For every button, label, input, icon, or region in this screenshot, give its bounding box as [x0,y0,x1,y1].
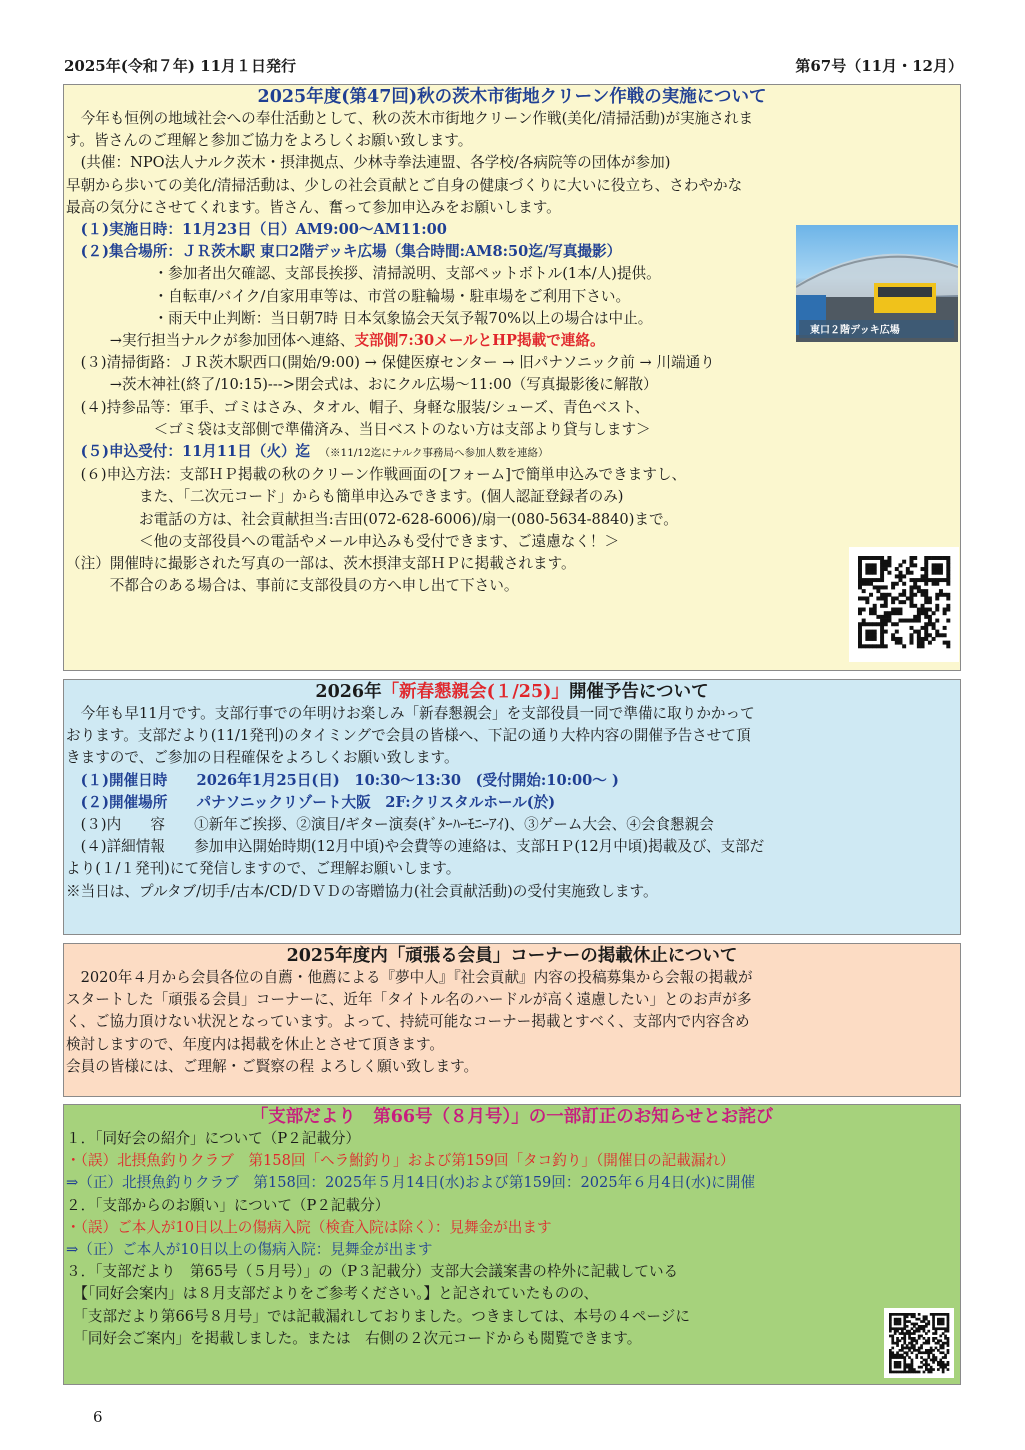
section-title: 2025年度(第47回)秋の茨木市街地クリーン作戦の実施について [257,87,767,107]
correction-text: 「支部だより第66号８月号」では記載漏れしておりました。つきましては、本号の４ページに [66,1307,690,1325]
cleaning-route-2: →茨木神社(終了/10:15)--->閉会式は、おにクル広場～11:00（写真撮影後に解散） [66,376,658,394]
correction: ⇒（正）北摂魚釣りクラブ 第158回：2025年５月14日(水)および第159回：2025年６月4日(水)に開催 [66,1174,756,1192]
event-datetime: (１)開催日時 2026年1月25日(日) 10:30～13:30 (受付開始:10:00～ ) [66,771,619,789]
arrow-text: →実行担当ナルクが参加団体へ連絡、 [66,332,355,350]
application-method-2: また、「二次元コード」からも簡単申込みできます。(個人認証登録者のみ) [66,488,624,506]
paragraph: す。皆さんのご理解と参加ご協力をよろしくお願い致します。 [66,132,473,150]
donation-note: ※当日は、プルタブ/切手/古本/CD/ＤＶＤの寄贈協力(社会貢献活動)の受付実施致します。 [66,882,658,900]
section-new-year-party [63,679,961,935]
title-event: 「新春懇親会(１/25)」 [381,682,569,702]
event-content: (３)内 容 ①新年ご挨拶、②演目/ギター演奏(ｷﾞﾀｰﾊｰﾓﾆｰｱｲ)、③ゲーム大会、④会食懇親会 [66,816,714,834]
paragraph: スタートした「頑張る会員」コーナーに、近年「タイトル名のハードルが高く遠慮したい」とのお声が多 [66,991,752,1009]
section-title [64,681,960,703]
erratum: ・（誤）北摂魚釣りクラブ 第158回「ヘラ鮒釣り」および第159回「タコ釣り」（開催日の記載漏れ） [66,1152,735,1170]
station-deck-photo [796,225,958,342]
deadline-text: (５)申込受付：11月11日（火）迄 [66,443,311,461]
section-clean-campaign [63,84,961,671]
title-rest: 開催予告について [568,682,709,702]
paragraph: 早朝から歩いての美化/清掃活動は、少しの社会貢献とご自身の健康づくりに大いに役立ち、さわやかな [66,176,743,194]
correction-text: 「同好会ご案内」を掲載しました。または 右側の２次元コードからも閲覧できます。 [66,1329,642,1347]
correction-heading: ２．「支部からのお願い」について（P２記載分） [66,1196,390,1214]
section-title: 「支部だより 第66号（８月号）」の一部訂正のお知らせとお詫び [250,1107,774,1127]
bullet: ・雨天中止判断：当日朝7時 日本気象協会天気予報70%以上の場合は中止。 [66,309,653,327]
paragraph: く、ご協力頂けない状況となっています。よって、持続可能なコーナー掲載とすべく、支部内で内容含め [66,1013,750,1031]
issue-date: 2025年(令和７年) 11月１日発行 [64,57,297,75]
section-title: 2025年度内「頑張る会員」コーナーの掲載休止について [286,946,738,966]
highlight-text: 支部側7:30メールとHP掲載で連絡。 [354,332,605,350]
correction: ⇒（正）ご本人が10日以上の傷病入院：見舞金が出ます [66,1241,433,1259]
station-illustration [796,225,958,342]
correction-heading: ３．「支部だより 第65号（５月号）」の（P３記載分）支部大会議案書の枠外に記載している [66,1263,679,1281]
deadline-note: （※11/12迄にナルク事務局へ参加人数を連絡） [324,447,549,460]
title-year: 2026年 [315,682,382,702]
qr-code-club-guide[interactable] [884,1308,954,1378]
issue-number: 第67号（11月・12月） [795,57,963,75]
qr-code-application[interactable] [849,547,959,662]
section-corner-suspension [63,943,961,1097]
application-other: ＜他の支部役員への電話やメール申込みも受付できます、ご遠慮なく！＞ [66,532,620,550]
application-deadline [64,441,960,464]
event-details: (４)詳細情報 参加申込開始時期(12月中頃)や会費等の連絡は、支部ＨＰ(12月中頃)掲載及び、支部だ [66,838,765,856]
paragraph: きますので、ご参加の日程確保をよろしくお願い致します。 [66,749,459,767]
qr-code-icon [849,547,959,662]
erratum: ・（誤）ご本人が10日以上の傷病入院（検査入院は除く）：見舞金が出ます [66,1218,552,1236]
event-details-2: より(１/１発刊)にて発信しますので、ご理解お願いします。 [66,860,461,878]
photo-note-2: 不都合のある場合は、事前に支部役員の方へ申し出て下さい。 [66,577,519,595]
correction-heading: １．「同好会の紹介」について（P２記載分） [66,1130,361,1147]
paragraph: 2020年４月から会員各位の自薦・他薦による『夢中人』『社会貢献』内容の投稿募集から会報の掲載が [66,969,753,986]
photo-note: （注）開催時に撮影された写真の一部は、茨木摂津支部ＨＰに掲載されます。 [66,555,576,573]
items-to-bring-2: ＜ゴミ袋は支部側で準備済み、当日ベストのない方は支部より貸与します＞ [66,420,651,438]
meeting-place: (２)集合場所：ＪＲ茨木駅 東口2階デッキ広場（集合時間:AM8:50迄/写真撮影） [66,243,622,261]
bullet: ・自転車/バイク/自家用車等は、市営の駐輪場・駐車場をご利用下さい。 [66,287,631,305]
correction-text: 【「同好会案内」は８月支部だよりをご参考ください。】と記されていたものの、 [66,1285,599,1303]
page-number: 6 [93,1408,103,1426]
section-corrections [63,1104,961,1385]
qr-code-icon [884,1308,954,1378]
paragraph: 今年も恒例の地域社会への奉仕活動として、秋の茨木市街地クリーン作戦(美化/清掃活動)が実施されま [66,110,754,127]
event-datetime: (１)実施日時：11月23日（日）AM9:00～AM11:00 [66,221,447,239]
paragraph: おります。支部だより(11/1発刊)のタイミングで会員の皆様へ、下記の通り大枠内容の開催予告させて頂 [66,727,751,745]
paragraph: 最高の気分にさせてくれます。皆さん、奮って参加申込みをお願いします。 [66,198,561,216]
paragraph: 検討しますので、年度内は掲載を休止とさせて頂きます。 [66,1035,444,1053]
cleaning-route: (３)清掃街路：ＪＲ茨木駅西口(開始/9:00) → 保健医療センター → 旧パナソニック前 → 川端通り [66,354,715,372]
application-method: (６)申込方法：支部ＨＰ掲載の秋のクリーン作戦画面の[フォーム]で簡単申込みできますし、 [66,466,687,484]
application-phone: お電話の方は、社会貢献担当:吉田(072-628-6006)/扇一(080-5634-8840)まで。 [66,510,678,528]
items-to-bring: (４)持参品等：軍手、ゴミはさみ、タオル、帽子、身軽な服装/シューズ、青色ベスト、 [66,398,650,416]
paragraph: 会員の皆様には、ご理解・ご賢察の程 よろしく願い致します。 [66,1057,479,1075]
photo-caption: 東口２階デッキ広場 [810,325,900,336]
paragraph: (共催：NPO法人ナルク茨木・摂津拠点、少林寺拳法連盟、各学校/各病院等の団体が参加) [66,154,671,172]
bullet: ・参加者出欠確認、支部長挨拶、清掃説明、支部ペットボトル(1本/人)提供。 [66,265,661,283]
paragraph: 今年も早11月です。支部行事での年明けお楽しみ「新春懇親会」を支部役員一同で準備に取りかかって [66,705,755,722]
event-venue: (２)開催場所 パナソニックリゾート大阪 2F:クリスタルホール(於) [66,793,556,811]
